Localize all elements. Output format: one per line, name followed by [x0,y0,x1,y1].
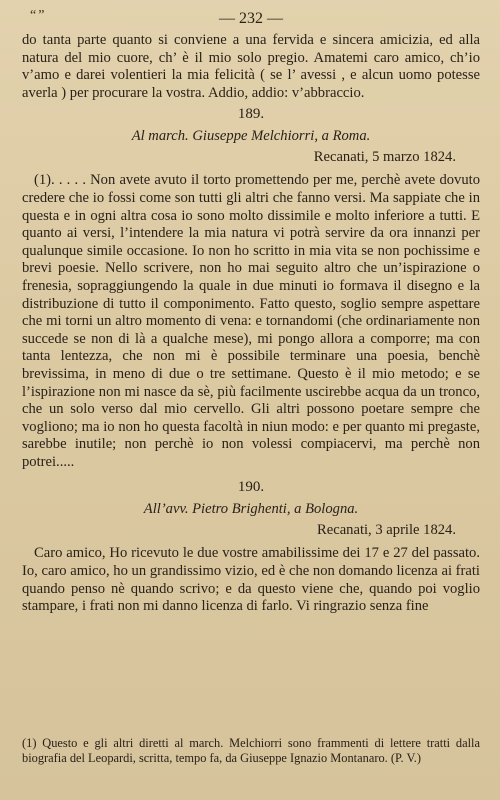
page-number: — 232 — [219,10,283,27]
letter-address: All’avv. Pietro Brighenti, a Bologna. [143,501,359,518]
letter-date: Recanati, 3 aprile 1824. [317,522,456,539]
letter-number: 190. [237,479,265,496]
letter-number: 189. [237,106,265,123]
letter-body: (1). . . . . Non avete avuto il torto promettendo per me, perchè avete dovuto credere che io fossi come son tutti gli altri che fanno versi. Ma sappiate che in questa e in ogni altra cosa io sono molto dissimile e molto inferiore a tutti. E quanto ai versi, l’intendere la mia natura vi potrà servire da ora innanzi per qualunque simile occasione. Io non ho scritto in mia vita se non pochissime e brevi poesie. Nello scrivere, non ho mai seguito altro che un’ispirazione o frenesia, sopraggiungendo la quale in due minuti io formava il disegno e la distribuzione di tutto il componimento. Fatto questo, soglio sempre aspettare che mi torni un altro momento di vena: e tornandomi (che ordinariamente non succede se non di là a qualche mese), mi pongo allora a comporre; ma con tanta lentezza, che non mi è possibile terminare una poesia, benchè brevissima, in meno di due o tre settimane. Questo è il mio metodo; e se l’ispirazione non mi nasce da sè, più facilmente uscirebbe acqua da un tronco, che un solo verso dal mio cervello. Gli altri possono poetare sempre che vogliono; ma io non ho questa facoltà in niun modo: e per quanto mi pregaste, sarebbe inutile; non perchè io non volessi compiacervi, ma perchè non potrei..... [22,172,480,470]
letter-address: Al march. Giuseppe Melchiorri, a Roma. [131,128,371,145]
letter-189 [22,104,480,471]
letter-body: Caro amico, Ho ricevuto le due vostre amabilissime dei 17 e 27 del passato. Io, caro amico, ho un grandissimo vizio, ed è che non domando licenza ai frati quando penso nè quando scrivo; e da questo viene che, quando poi voglio stampare, i frati non mi danno licenza di farlo. Vi ringrazio senza fine [22,545,480,615]
letter-date: Recanati, 5 marzo 1824. [313,149,456,166]
footnote [22,736,480,766]
footnote-text: (1) Questo e gli altri diretti al march. Melchiorri sono frammenti di lettere tratti dalla biografia del Leopardi, scritta, tempo fa, da Giuseppe Ignazio Montanaro. (P. V.) [22,736,480,765]
opening-paragraph: do tanta parte quanto si conviene a una fervida e sincera amicizia, ed alla natura del mio cuore, ch’ è il mio solo pregio. Amatemi caro amico, ch’io v’amo e darei volentieri la mia felicità ( se l’ avessi , e alcun uomo potesse averla ) per procurare la vostra. Addio, addio: v’abbraccio. [22,32,480,101]
letter-190 [22,477,480,615]
corner-mark: “” [30,8,47,23]
